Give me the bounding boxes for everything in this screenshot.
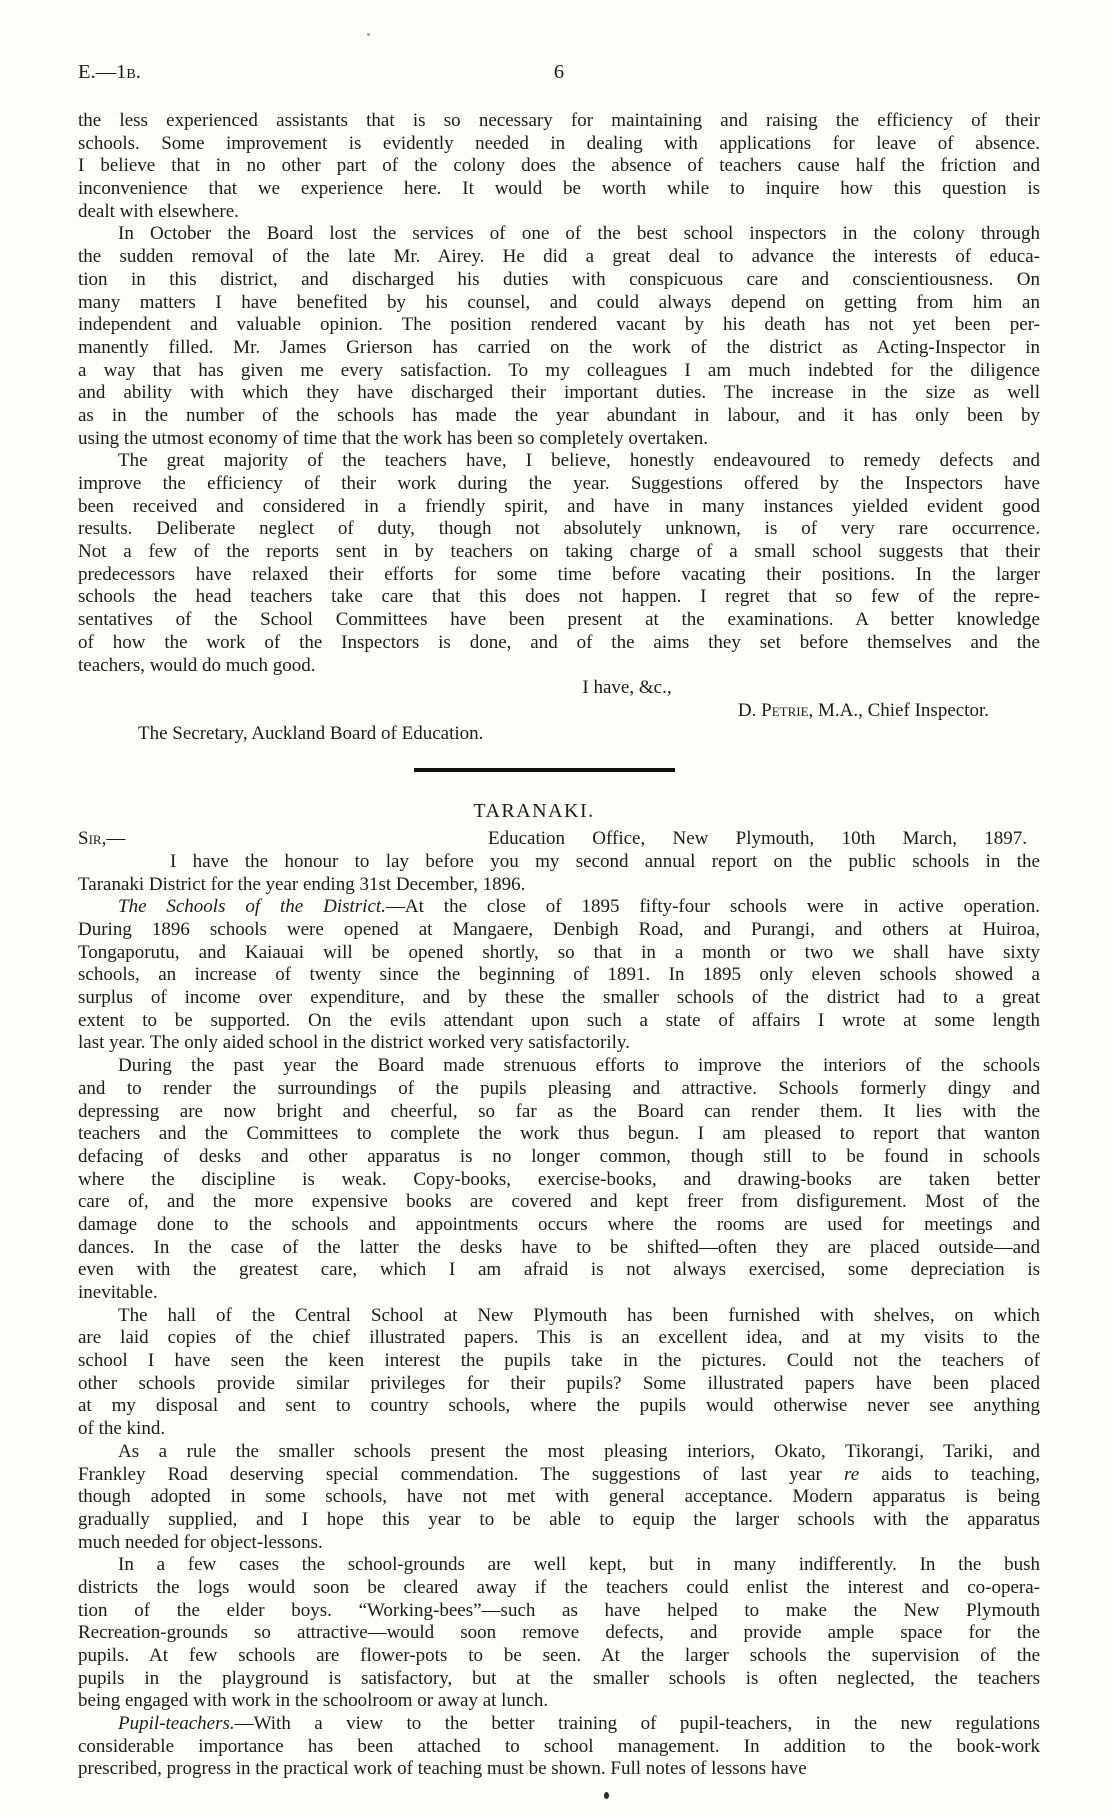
text-line: tion in this district, and discharged his duties with conspicuous care and conscientiousness. On [78,268,1040,290]
text-line: prescribed, progress in the practical work of teaching must be shown. Full notes of lessons have [78,1758,807,1780]
paragraph [78,1055,1040,1305]
text-line: dances. In the case of the latter the desks have to be shifted—often they are placed outside—and [78,1236,1040,1258]
text-line: During 1896 schools were opened at Mangaere, Denbigh Road, and Purangi, and others at Huiroa, [78,919,1040,940]
dateline: Education Office, New Plymouth, 10th March, 1897. [488,828,1027,850]
text-line: teachers and the Committees to complete the work thus begun. I am pleased to report that wanton [78,1123,1040,1145]
text-line: As a rule the smaller schools present the most pleasing interiors, Okato, Tikorangi, Tariki, and [118,1440,1040,1462]
paragraph [78,223,1040,450]
text-line: Frankley Road deserving special commendation. The suggestions of last year re aids to teaching, [78,1463,1040,1485]
signature-surname: Petrie [761,699,809,721]
paragraph [78,110,1040,223]
text-line: schools, an increase of twenty since the beginning of 1891. In 1895 only eleven schools showed a [78,964,1040,986]
text-line: pupils. At few schools are flower-pots to be seen. At the larger schools the supervision of the [78,1645,1040,1666]
text-line: dealt with elsewhere. [78,200,239,222]
doc-reference-main: E.—1 [78,61,127,83]
text-line: I have the honour to lay before you my second annual report on the public schools in the [170,850,1040,872]
text-line: improve the efficiency of their work during the year. Suggestions offered by the Inspectors have [78,473,1040,494]
signature-title: , M.A., Chief Inspector. [808,699,989,721]
doc-reference-small-cap: b. [126,61,141,83]
paragraph [78,1441,1040,1554]
text-line: In a few cases the school-grounds are well kept, but in many indifferently. In the bush [118,1554,1040,1576]
text-line: last year. The only aided school in the district worked very satisfactorily. [78,1032,630,1054]
closing-signature [78,700,1040,723]
taranaki-report-body [78,851,1040,1781]
ink-speck [367,33,370,36]
text-line: a way that has given me every satisfaction. To my colleagues I am much indebted for the diligence [78,359,1040,381]
text-line: many matters I have benefited by his counsel, and could always depend on getting from him an [78,291,1040,313]
text-line: defacing of desks and other apparatus is no longer common, though still to be found in schools [78,1145,1040,1167]
text-line: The Schools of the District.—At the close of 1895 fifty-four schools were in active operation. [118,896,1040,918]
text-line: Not a few of the reports sent in by teachers on taking charge of a small school suggests that their [78,541,1040,563]
text-line: gradually supplied, and I hope this year to be able to equip the larger schools with the apparatus [78,1508,1040,1530]
text-line: school I have seen the keen interest the pupils take in the pictures. Could not the teachers of [78,1350,1040,1372]
text-line: depressing are now bright and cheerful, so far as the Board can render them. It lies with the [78,1100,1040,1122]
text-line: the sudden removal of the late Mr. Airey. He did a great deal to advance the interests of educa- [78,246,1040,268]
ink-speck [604,1792,609,1799]
paragraph [78,1305,1040,1441]
text-line: the less experienced assistants that is so necessary for maintaining and raising the efficiency of their [78,110,1040,131]
text-line: independent and valuable opinion. The position rendered vacant by his death has not yet been per- [78,314,1040,336]
text-line: though adopted in some schools, have not met with general acceptance. Modern apparatus is being [78,1486,1040,1508]
auckland-report-body [78,110,1040,677]
text-line: even with the greatest care, which I am afraid is not always exercised, some depreciation is [78,1259,1040,1281]
text-line: tion of the elder boys. “Working-bees”—such as have helped to make the New Plymouth [78,1599,1040,1621]
text-line: care of, and the more expensive books are covered and kept freer from disfigurement. Most of the [78,1191,1040,1213]
text-line: surplus of income over expenditure, and by these the smaller schools of the district had to a great [78,987,1040,1009]
text-line: considerable importance has been attached to school management. In addition to the book-work [78,1735,1040,1757]
closing-valediction: I have, &c., [582,677,672,699]
text-column [78,0,1040,1781]
salutation: Sir,— [78,828,126,850]
text-line: results. Deliberate neglect of duty, though not absolutely unknown, is of very rare occurrence. [78,518,1040,540]
signature-initial: D. [737,699,762,721]
text-line: much needed for object-lessons. [78,1531,323,1553]
page-number: 6 [553,61,565,83]
text-line: pupils in the playground is satisfactory, but at the smaller schools is often neglected, the teachers [78,1667,1040,1689]
paragraph [78,896,1040,1055]
text-line: predecessors have relaxed their efforts for some time before vacating their positions. In the larger [78,563,1040,585]
text-line: damage done to the schools and appointments occurs where the rooms are used for meetings and [78,1213,1040,1235]
paragraph [78,851,1040,896]
text-line: Taranaki District for the year ending 31st December, 1896. [78,873,526,895]
text-line: of how the work of the Inspectors is done, and of the aims they set before themselves and the [78,631,1040,653]
text-line: other schools provide similar privileges for their pupils? Some illustrated papers have been placed [78,1372,1040,1394]
text-line: Pupil-teachers.—With a view to the better training of pupil-teachers, in the new regulations [118,1713,1040,1735]
section-divider-rule [414,768,675,772]
salutation-row [78,828,1040,851]
paragraph [78,1713,1040,1781]
text-line: at my disposal and sent to country schools, where the pupils would otherwise never see anything [78,1395,1040,1417]
text-line: districts the logs would soon be cleared away if the teachers could enlist the interest and co-opera- [78,1576,1040,1598]
text-line: and ability with which they have discharged their important duties. The increase in the size as well [78,382,1040,404]
text-line: as in the number of the schools has made the year abundant in labour, and it has only been by [78,404,1040,426]
text-line: inevitable. [78,1282,158,1303]
text-line: been received and considered in a friendly spirit, and have in many instances yielded evident good [78,495,1040,517]
text-line: teachers, would do much good. [78,654,316,676]
paragraph [78,1554,1040,1713]
text-line: The hall of the Central School at New Plymouth has been furnished with shelves, on which [118,1304,1040,1326]
running-head [78,58,1040,86]
text-line: schools the head teachers take care that this does not happen. I regret that so few of the repre- [78,586,1040,608]
text-line: manently filled. Mr. James Grierson has carried on the work of the district as Acting-Inspector in [78,336,1040,358]
text-line: being engaged with work in the schoolroom or away at lunch. [78,1690,549,1712]
text-line: schools. Some improvement is evidently needed in dealing with applications for leave of absence. [78,132,1040,154]
paragraph [78,450,1040,677]
text-line: and to render the surroundings of the pupils pleasing and attractive. Schools formerly dingy and [78,1077,1040,1099]
text-line: using the utmost economy of time that the work has been so completely overtaken. [78,427,709,449]
text-line: In October the Board lost the services of one of the best school inspectors in the colony through [118,223,1040,245]
text-line: sentatives of the School Committees have been present at the examinations. A better knowledge [78,609,1040,631]
closing-block [78,677,1040,745]
section-heading-taranaki: TARANAKI. [473,800,595,823]
closing-addressee: The Secretary, Auckland Board of Education. [138,722,484,744]
text-line: of the kind. [78,1418,166,1440]
text-line: I believe that in no other part of the colony does the absence of teachers cause half the friction and [78,155,1040,177]
text-line: Tongaporutu, and Kaiauai will be opened shortly, so that in a month or two we shall have sixty [78,941,1040,963]
text-line: where the discipline is weak. Copy-books, exercise-books, and drawing-books are taken better [78,1168,1040,1190]
text-line: inconvenience that we experience here. It would be worth while to inquire how this question is [78,178,1040,200]
text-line: extent to be supported. On the evils attendant upon such a state of affairs I wrote at some length [78,1009,1040,1031]
text-line: are laid copies of the chief illustrated papers. This is an excellent idea, and at my visits to the [78,1327,1040,1349]
text-line: During the past year the Board made strenuous efforts to improve the interiors of the schools [118,1055,1040,1077]
doc-reference [78,58,141,86]
text-line: The great majority of the teachers have, I believe, honestly endeavoured to remedy defects and [118,450,1040,472]
text-line: Recreation-grounds so attractive—would soon remove defects, and provide ample space for the [78,1622,1040,1644]
